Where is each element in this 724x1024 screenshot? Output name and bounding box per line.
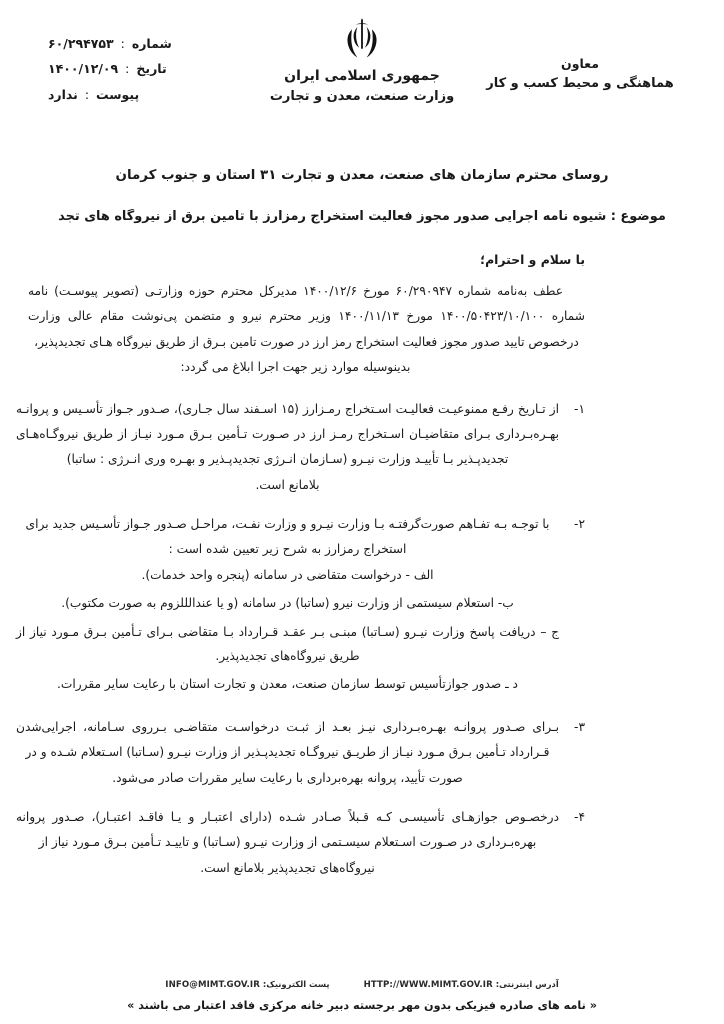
clause-main-text-3: بـرای صـدور پروانـه بهـره‌بـرداری نیـز بعـد از ثبـت درخواسـت متقاضـی بـرروی سـامانه، اجرایی‌شدن قـرارداد تـأمین بـرق مـورد نیـاز از طریـق نیروگـاه تجدیدپـذیر از وزارت نیـرو (سـاتبا) اسـتعلام شـده و در bbox=[16, 719, 559, 760]
clause-item-2 bbox=[16, 512, 585, 701]
email-contact bbox=[165, 979, 329, 990]
clause-main-text-1: از تـاریخ رفـع ممنوعیـت فعالیـت اسـتخراج رمـزارز (۱۵ اسـفند سال جـاری)، صـدور جـواز تأسـیس و پروانـه بهـره‌بـرداری بـرای متقاضیـان اسـتخراج رمـز ارز در صـورت تـأمین بـرق مـورد نیـاز از طریق نیروگـاه‌هـای تجدیدپـذیر بـا تأییـد وزارت نیـرو (سـازمان انـرژی تجدیدپـذیر و بهـره وری انـرژی : ساتبا) bbox=[16, 401, 559, 467]
email-address[interactable]: INFO@MIMT.GOV.IR bbox=[165, 980, 260, 990]
meta-value-attachment: ندارد bbox=[48, 86, 78, 102]
iran-emblem-icon bbox=[341, 18, 383, 62]
footer-validity-note: « نامه های صادره فیزیکی بدون مهر برجسته دبیر خانه مرکزی فاقد اعتبار می باشند » bbox=[127, 999, 597, 1012]
letterhead bbox=[0, 0, 724, 150]
meta-colon-date: : bbox=[125, 61, 130, 77]
meta-label-attachment: پیوست bbox=[96, 86, 140, 102]
salutation: با سلام و احترام؛ bbox=[480, 252, 585, 267]
subclause-item-jim: ج – دریافت پاسخ وزارت نیـرو (سـاتبا) مبنـی بـر عقـد قـرارداد بـا متقاضی بـرای تـأمین بـرق مـورد نیاز از طریق نیروگاه‌های تجدیدپذیر. bbox=[16, 624, 559, 663]
clause-tail-text-1: بلامانع است. bbox=[255, 477, 320, 492]
clause-item-1 bbox=[16, 397, 585, 499]
meta-colon-attachment: : bbox=[84, 86, 90, 102]
subclause-item-alef: الف - درخواست متقاضی در سامانه (پنجره واحد خدمات). bbox=[141, 567, 434, 582]
deputy-block bbox=[480, 54, 680, 95]
intro-paragraph bbox=[28, 279, 585, 381]
clause-body-3 bbox=[16, 715, 559, 791]
meta-colon-number: : bbox=[120, 36, 125, 51]
intro-main-text: عطف به‌نامه شماره ۶۰/۲۹۰۹۴۷ مورخ ۱۴۰۰/۱۲/۶ مدیرکل محترم حوزه وزارتـی (تصویر پیوسـت) نامه شماره ۱۴۰۰/۵۰۴۲۳/۱۰/۱۰۰ مورخ ۱۴۰۰/۱۱/۱۳ وزیر محترم نیرو و متضمن پی‌نوشت مقام عالی وزارت درخصوص تایید صدور مجوز فعالیت استخراج رمز ارز در صورت تامین بـرق از طریق نیروگاه هـای تجدیدپذیر، bbox=[28, 284, 585, 349]
clause-item-3 bbox=[16, 715, 585, 791]
meta-label-date: تاریخ bbox=[136, 61, 167, 77]
website-url[interactable]: HTTP://WWW.MIMT.GOV.IR bbox=[363, 980, 493, 990]
website-label: آدرس اینترنتی: bbox=[495, 979, 559, 989]
meta-value-date: ۱۴۰۰/۱۲/۰۹ bbox=[48, 61, 119, 77]
meta-label-number: شماره bbox=[131, 36, 172, 51]
letter-meta-block bbox=[48, 34, 263, 110]
clause-number-4: ۴- bbox=[574, 809, 585, 824]
page-footer bbox=[0, 979, 724, 1012]
clause-tail-text-3: صورت تأیید، پروانه بهره‌برداری با رعایت سایر مقررات صادر می‌شود. bbox=[112, 770, 463, 785]
clause-list bbox=[14, 397, 710, 882]
clause-tail-text-4: نیروگاه‌های تجدیدپذیر بلامانع است. bbox=[200, 860, 375, 875]
clause-item-4 bbox=[16, 805, 585, 881]
clause-body-4 bbox=[16, 805, 559, 881]
letter-body bbox=[14, 168, 710, 895]
clause-number-3: ۳- bbox=[574, 719, 585, 734]
addressee-line: روسای محترم سازمان های صنعت، معدن و تجارت ۳۱ استان و جنوب کرمان bbox=[115, 168, 609, 183]
meta-row-date bbox=[48, 59, 263, 78]
subclause-item-be: ب- استعلام سیستمی از وزارت نیرو (ساتبا) در سامانه (و یا عندالللزوم به صورت مکتوب). bbox=[61, 596, 514, 611]
deputy-department: هماهنگی و محیط کسب و کار bbox=[486, 76, 674, 91]
email-label: پست الکترونیک: bbox=[262, 979, 330, 989]
organization-name: جمهوری اسلامی ایران bbox=[284, 68, 440, 84]
deputy-title: معاون bbox=[561, 56, 599, 71]
clause-number-2: ۲- bbox=[574, 517, 585, 531]
meta-row-number bbox=[48, 34, 263, 53]
subject-line: موضوع : شیوه نامه اجرایی صدور مجوز فعالیت استخراج رمزارز با تامین برق از نیروگاه های تجد bbox=[58, 209, 666, 224]
subclause-item-dal: د ـ صدور جوازتأسیس توسط سازمان صنعت، معدن و تجارت استان با رعایت سایر مقررات. bbox=[57, 677, 518, 692]
ministry-name: وزارت صنعت، معدن و تجارت bbox=[269, 89, 455, 104]
clause-number-1: ۱- bbox=[574, 401, 585, 416]
clause-tail-text-2: استخراج رمزارز به شرح زیر تعیین شده است : bbox=[168, 542, 407, 557]
footer-contacts bbox=[0, 979, 724, 990]
clause-body-2 bbox=[16, 512, 559, 701]
intro-tail-text: بدینوسیله موارد زیر جهت اجرا ابلاغ می گردد: bbox=[180, 360, 411, 375]
subclause-list-2 bbox=[16, 563, 559, 697]
website-contact bbox=[364, 979, 559, 990]
meta-row-attachment bbox=[48, 85, 263, 104]
emblem-block bbox=[232, 18, 492, 107]
clause-main-text-4: درخصـوص جوازهـای تأسیسـی کـه قـبلاً صـادر شـده (دارای اعتبـار و یـا فاقـد اعتبـار)، صـدور پروانه بهره‌بـرداری در صـورت اسـتعلام سیسـتمی از وزارت نیـرو (سـاتبا) و تاییـد تـأمین بـرق مـورد نیاز از bbox=[16, 809, 559, 850]
meta-value-number: ۶۰/۲۹۴۷۵۳ bbox=[48, 36, 114, 51]
clause-main-text-2: با توجـه بـه تفـاهم صورت‌گرفتـه بـا وزارت نیـرو و وزارت نفـت، مراحـل صـدور جـواز تأسـیس جدید برای bbox=[25, 517, 550, 531]
clause-body-1 bbox=[16, 397, 559, 499]
